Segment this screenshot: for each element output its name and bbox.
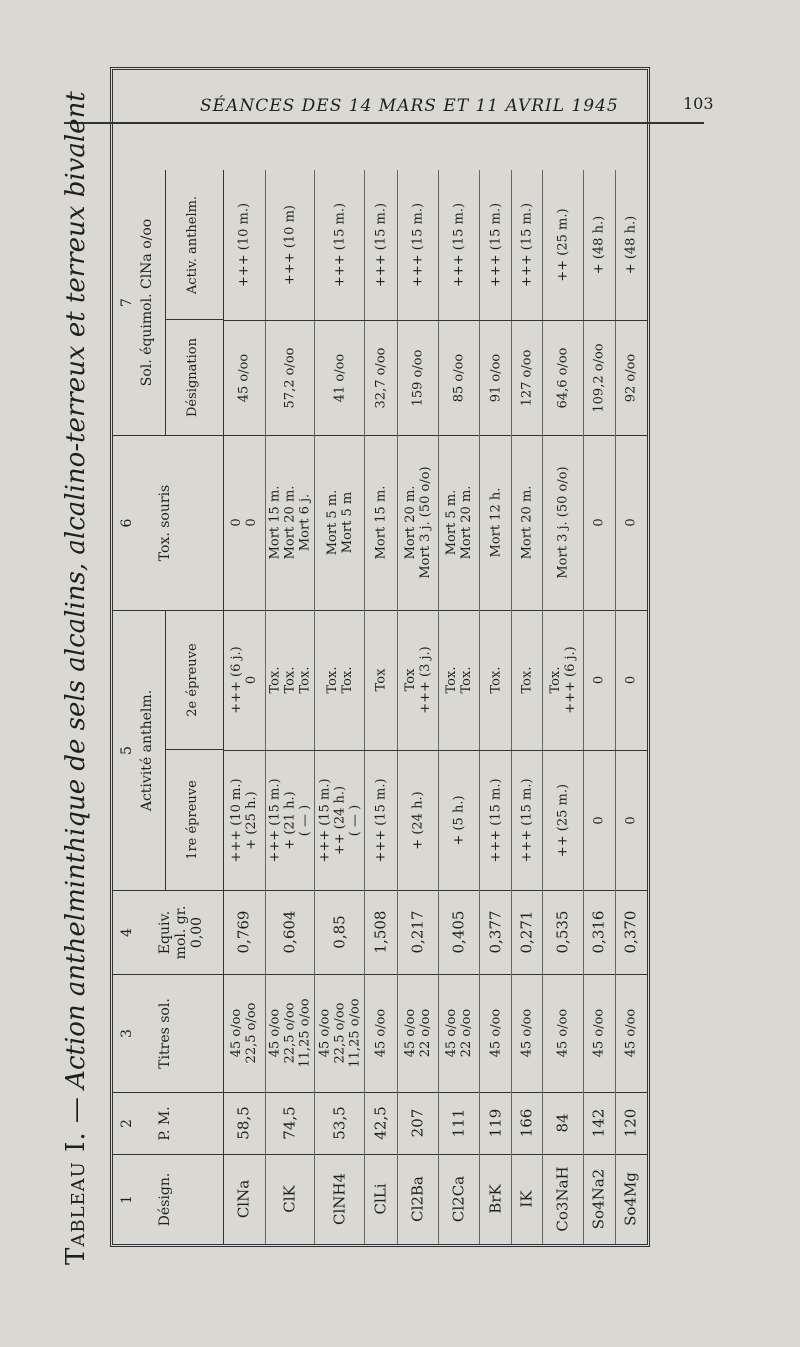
table-caption: [52, 85, 100, 1265]
table-cell: [616, 974, 647, 1092]
cell-text: +++ (15 m.): [451, 202, 467, 288]
table-cell: [512, 890, 543, 974]
table-cell: [223, 170, 266, 320]
cell-text: 0: [591, 675, 607, 685]
table-cell: [616, 890, 647, 974]
cell-text: 111: [449, 1108, 468, 1138]
table-cell: [584, 1092, 615, 1154]
cell-text: Tox. Tox.: [444, 666, 475, 694]
table-cell: [616, 1154, 647, 1244]
cell-text: 45 o/oo 22 o/oo: [402, 1008, 433, 1058]
table-cell: [584, 610, 615, 750]
table-cell: [315, 170, 364, 320]
column-body: [223, 974, 647, 1092]
column-title: Activité anthelm.: [139, 689, 155, 812]
table-cell: [480, 170, 511, 320]
table-cell: [616, 751, 647, 890]
subcolumn-title: Désignation: [185, 338, 200, 417]
table-cell: [223, 435, 266, 610]
cell-text: 45 o/oo: [555, 1008, 571, 1058]
table-cell: [365, 1092, 398, 1154]
table-cell: [584, 435, 615, 610]
cell-text: 45 o/oo 22,5 o/oo: [228, 1002, 259, 1064]
table-cell: [543, 1092, 584, 1154]
cell-text: 0: [623, 816, 639, 825]
subcolumn-title: Activ. anthelm.: [185, 195, 200, 295]
column-header: [113, 436, 224, 610]
column-header: [113, 975, 224, 1092]
cell-text: +++ (10 m.): [236, 202, 252, 288]
table-cell: [223, 974, 266, 1092]
cell-text: 0,316: [589, 910, 608, 954]
table-cell: [365, 1154, 398, 1244]
table-cell: [616, 1092, 647, 1154]
cell-text: +++ (15 m.): [410, 202, 426, 288]
table-cell: [398, 321, 439, 435]
table-cell: [439, 890, 480, 974]
subheader-rule: [165, 170, 166, 435]
cell-text: 0: [623, 675, 639, 685]
cell-text: +++ (15 m.): [488, 778, 504, 863]
cell-text: 207: [408, 1108, 427, 1138]
table-cell: [266, 170, 315, 320]
table-cell: [223, 321, 266, 435]
table-cell: [365, 170, 398, 320]
column-number: 4: [119, 928, 135, 937]
column-body: [223, 890, 647, 974]
table-cell: [266, 610, 315, 750]
subheader-rule: [165, 611, 166, 890]
cell-text: +++ (15 m.): [332, 202, 348, 288]
cell-text: 45 o/oo 22 o/oo: [444, 1008, 475, 1058]
cell-text: 142: [589, 1108, 608, 1138]
column-title: P. M.: [157, 1106, 173, 1141]
cell-text: 92 o/oo: [623, 353, 639, 403]
table-cell: [543, 890, 584, 974]
cell-text: Mort 20 m. Mort 3 j. (50 o/o): [402, 466, 433, 579]
table-cell: [398, 610, 439, 750]
col-sol-equimol: [113, 170, 647, 435]
table-cell: [398, 1092, 439, 1154]
cell-text: 0,604: [280, 910, 299, 954]
table-cell: [266, 751, 315, 890]
table-cell: [315, 1092, 364, 1154]
table-cell: [512, 321, 543, 435]
column-header: [113, 1155, 224, 1244]
table-cell: [543, 435, 584, 610]
cell-text: 0,85: [330, 915, 349, 949]
cell-text: +++ (10 m): [282, 205, 298, 285]
table-cell: [512, 1092, 543, 1154]
column-body: [223, 320, 647, 435]
cell-text: 0,377: [486, 910, 505, 954]
column-number: 6: [119, 518, 135, 528]
table-cell: [398, 435, 439, 610]
rotated-table-block: [50, 0, 710, 1265]
table-cell: [480, 1154, 511, 1244]
table-cell: [512, 1154, 543, 1244]
table-cell: [439, 1154, 480, 1244]
cell-text: ClLi: [371, 1183, 390, 1215]
cell-text: 0,405: [449, 910, 468, 954]
cell-text: 57,2 o/oo: [282, 347, 298, 409]
cell-text: 45 o/oo: [519, 1008, 535, 1058]
cell-text: Cl2Ba: [408, 1176, 427, 1222]
cell-text: Mort 15 m.: [373, 485, 389, 560]
table-cell: [398, 1154, 439, 1244]
table-cell: [266, 890, 315, 974]
table-cell: [266, 435, 315, 610]
table-cell: [543, 321, 584, 435]
column-title: Sol. équimol. ClNa o/oo: [139, 218, 155, 387]
cell-text: 45 o/oo: [373, 1008, 389, 1058]
cell-text: 1,508: [371, 910, 390, 954]
table-cell: [512, 435, 543, 610]
table-cell: [543, 751, 584, 890]
table-cell: [223, 1092, 266, 1154]
col-pm: [113, 1092, 647, 1154]
table-cell: [512, 170, 543, 320]
table-cell: [512, 974, 543, 1092]
table-cell: [266, 1092, 315, 1154]
cell-text: 45 o/oo 22,5 o/oo 11,25 o/oo: [267, 998, 313, 1068]
subcolumn-divider: [165, 749, 223, 750]
column-body: [223, 1154, 647, 1244]
cell-text: Tox. Tox. Tox.: [267, 666, 313, 694]
subcolumn-title: 1re épreuve: [185, 780, 200, 860]
col-activite: [113, 610, 647, 890]
table-cell: [616, 321, 647, 435]
cell-text: 45 o/oo: [591, 1008, 607, 1058]
table-cell: [480, 435, 511, 610]
cell-text: 53,5: [330, 1106, 349, 1140]
table-cell: [480, 890, 511, 974]
cell-text: Tox: [373, 668, 389, 692]
cell-text: +++ (15 m.): [373, 202, 389, 288]
table-cell: [398, 974, 439, 1092]
column-title: Equiv. mol. gr. 0,00: [157, 905, 205, 960]
caption-dash: —: [61, 1088, 91, 1132]
cell-text: IK: [517, 1190, 536, 1208]
table-cell: [398, 751, 439, 890]
cell-text: 91 o/oo: [488, 353, 504, 403]
table-cell: [480, 974, 511, 1092]
results-table: [110, 67, 650, 1247]
table-cell: [439, 1092, 480, 1154]
cell-text: 0: [591, 816, 607, 825]
cell-text: +++ (15 m.) ++ (24 h.) ( — ): [317, 778, 363, 863]
cell-text: 84: [553, 1113, 572, 1133]
cell-text: + (48 h.): [623, 215, 639, 275]
cell-text: Mort 3 j. (50 o/o): [555, 466, 571, 579]
cell-text: 0: [591, 518, 607, 527]
column-number: 2: [119, 1119, 135, 1128]
table-cell: [480, 1092, 511, 1154]
cell-text: Tox.: [488, 666, 504, 694]
column-body: [223, 1092, 647, 1154]
cell-text: + (48 h.): [591, 215, 607, 275]
cell-text: Mort 15 m. Mort 20 m. Mort 6 j.: [267, 485, 313, 560]
table-cell: [480, 751, 511, 890]
col-designation: [113, 1154, 647, 1244]
caption-title: Action anthelminthique de sels alcalins, alcalino-terreux et terreux bivalent: [61, 91, 91, 1089]
column-body: [223, 610, 647, 750]
cell-text: +++ (15 m.): [373, 778, 389, 863]
table-cell: [584, 1154, 615, 1244]
table-cell: [315, 890, 364, 974]
cell-text: 0,535: [553, 910, 572, 954]
column-number: 1: [119, 1195, 135, 1204]
cell-text: ClNa: [234, 1179, 253, 1219]
table-cell: [315, 610, 364, 750]
cell-text: 0,217: [408, 910, 427, 954]
cell-text: 74,5: [280, 1106, 299, 1140]
cell-text: +++ (15 m.) + (21 h.) ( — ): [267, 778, 313, 863]
table-cell: [315, 321, 364, 435]
table-cell: [584, 751, 615, 890]
table-cell: [616, 435, 647, 610]
cell-text: Mort 5 m. Mort 5 m: [324, 489, 355, 556]
table-cell: [365, 321, 398, 435]
column-number: 5: [119, 746, 135, 755]
table-cell: [584, 321, 615, 435]
column-header: [113, 611, 224, 890]
cell-text: Tox. Tox.: [324, 666, 355, 694]
cell-text: +++ (10 m.) + (25 h.): [228, 778, 259, 863]
table-cell: [398, 170, 439, 320]
table-cell: [266, 321, 315, 435]
cell-text: 127 o/oo: [519, 349, 535, 407]
cell-text: ++ (25 m.): [555, 208, 571, 282]
cell-text: Mort 5 m. Mort 20 m.: [444, 485, 475, 560]
cell-text: So4Mg: [621, 1172, 640, 1226]
table-cell: [315, 1154, 364, 1244]
table-cell: [616, 610, 647, 750]
cell-text: Tox +++ (3 j.): [402, 646, 433, 714]
cell-text: + (5 h.): [451, 795, 467, 846]
table-cell: [439, 974, 480, 1092]
cell-text: 58,5: [234, 1106, 253, 1140]
running-head: SÉANCES DES 14 MARS ET 11 AVRIL 1945: [200, 96, 619, 116]
table-cell: [439, 751, 480, 890]
cell-text: Mort 20 m.: [519, 485, 535, 560]
table-cell: [543, 610, 584, 750]
page-number: 103: [683, 94, 714, 113]
table-cell: [315, 435, 364, 610]
table-cell: [616, 170, 647, 320]
table-cell: [439, 435, 480, 610]
cell-text: 45 o/oo 22,5 o/oo 11,25 o/oo: [317, 998, 363, 1068]
table-cell: [512, 751, 543, 890]
column-body: [223, 170, 647, 320]
cell-text: ClNH4: [330, 1172, 349, 1226]
table-cell: [584, 890, 615, 974]
cell-text: 45 o/oo: [488, 1008, 504, 1058]
column-number: 7: [119, 298, 135, 307]
column-number: 3: [119, 1029, 135, 1038]
cell-text: 166: [517, 1108, 536, 1138]
col-equiv: [113, 890, 647, 974]
table-cell: [223, 1154, 266, 1244]
table-cell: [543, 974, 584, 1092]
cell-text: +++ (15 m.): [519, 778, 535, 863]
cell-text: 32,7 o/oo: [373, 347, 389, 409]
cell-text: 41 o/oo: [332, 353, 348, 403]
table-cell: [315, 974, 364, 1092]
table-cell: [223, 751, 266, 890]
subcolumn-title: 2e épreuve: [185, 643, 200, 717]
table-cell: [223, 610, 266, 750]
cell-text: Cl2Ca: [449, 1175, 468, 1223]
column-body: [223, 750, 647, 890]
table-cell: [398, 890, 439, 974]
table-cell: [480, 321, 511, 435]
column-header: [113, 1093, 224, 1154]
table-cell: [439, 321, 480, 435]
cell-text: 45 o/oo: [623, 1008, 639, 1058]
cell-text: 0,271: [517, 910, 536, 954]
table-cell: [439, 170, 480, 320]
cell-text: +++ (15 m.): [488, 202, 504, 288]
col-tox: [113, 435, 647, 610]
cell-text: 0,769: [234, 910, 253, 954]
cell-text: +++ (15 m.): [519, 202, 535, 288]
column-title: Tox. souris: [157, 484, 173, 562]
cell-text: 0 0: [228, 518, 259, 527]
table-cell: [543, 170, 584, 320]
cell-text: 0,370: [621, 910, 640, 954]
cell-text: 45 o/oo: [236, 353, 252, 403]
table-cell: [584, 170, 615, 320]
cell-text: ++ (25 m.): [555, 783, 571, 858]
table-cell: [365, 974, 398, 1092]
cell-text: So4Na2: [589, 1168, 608, 1230]
cell-text: 119: [486, 1108, 505, 1138]
cell-text: 64,6 o/oo: [555, 347, 571, 409]
column-body: [223, 435, 647, 610]
table-cell: [365, 610, 398, 750]
table-cell: [512, 610, 543, 750]
column-title: Désign.: [157, 1172, 173, 1227]
cell-text: + (24 h.): [410, 791, 426, 850]
table-cell: [543, 1154, 584, 1244]
subcolumn-divider: [165, 319, 223, 320]
cell-text: 85 o/oo: [451, 353, 467, 403]
column-title: Titres sol.: [157, 998, 173, 1069]
column-header: [113, 891, 224, 974]
cell-text: 120: [621, 1108, 640, 1138]
cell-text: Co3NaH: [553, 1166, 572, 1232]
cell-text: 42,5: [371, 1106, 390, 1140]
column-header: [113, 170, 224, 435]
table-cell: [365, 435, 398, 610]
cell-text: 159 o/oo: [410, 349, 426, 407]
table-cell: [365, 890, 398, 974]
table-cell: [266, 974, 315, 1092]
cell-text: Tox.: [519, 666, 535, 694]
cell-text: BrK: [486, 1184, 505, 1214]
table-cell: [439, 610, 480, 750]
col-titres: [113, 974, 647, 1092]
table-cell: [584, 974, 615, 1092]
cell-text: ClK: [280, 1185, 299, 1213]
cell-text: 109,2 o/oo: [591, 343, 607, 413]
cell-text: Tox. +++ (6 j.): [548, 646, 579, 714]
table-cell: [266, 1154, 315, 1244]
table-cell: [223, 890, 266, 974]
cell-text: +++ (6 j.) 0: [228, 646, 259, 714]
table-cell: [480, 610, 511, 750]
table-cell: [315, 751, 364, 890]
table-cell: [365, 751, 398, 890]
cell-text: 0: [623, 518, 639, 527]
caption-label: Tableau I.: [61, 1131, 91, 1265]
cell-text: Mort 12 h.: [488, 487, 504, 558]
